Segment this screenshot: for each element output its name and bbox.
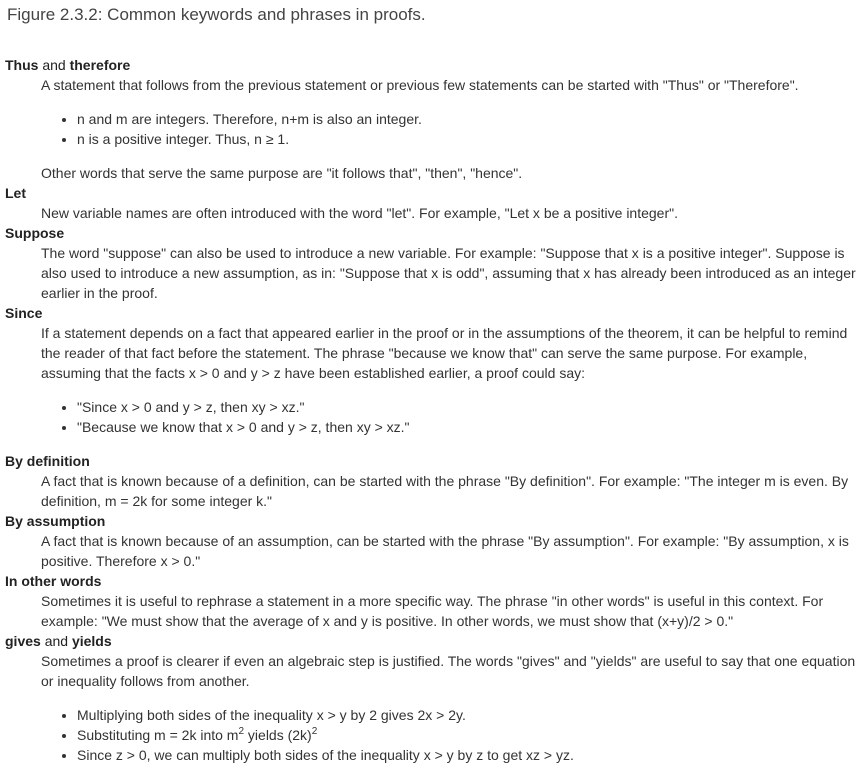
- example-list: [41, 109, 857, 149]
- definition-text: A statement that follows from the previous statement or previous few statements can be started with "Thus" or "Therefore".: [41, 77, 799, 93]
- definition-text: New variable names are often introduced with the word "let". For example, "Let x be a positive integer".: [41, 205, 678, 221]
- example-item: [77, 725, 857, 745]
- term-suppose: Suppose: [5, 225, 65, 241]
- example-item: • n is a positive integer. Thus, n ≥ 1.: [77, 129, 857, 149]
- example-text: Substituting m = 2k into m: [77, 727, 239, 743]
- term-by-definition: By definition: [5, 453, 90, 469]
- example-list: [41, 705, 857, 765]
- term-gives: gives: [5, 633, 41, 649]
- keyword-definition-list: [5, 55, 857, 765]
- definition-followup-text: Other words that serve the same purpose are "it follows that", "then", "hence".: [41, 165, 523, 181]
- example-list: [41, 397, 857, 437]
- example-item: • Multiplying both sides of the inequality x > y by 2 gives 2x > 2y.: [77, 705, 857, 725]
- definition-in-other-words: [41, 591, 857, 631]
- definition-suppose: [41, 243, 857, 303]
- definition-text: Sometimes a proof is clearer if even an algebraic step is justified. The words "gives" and "yields" are useful to say that one equation or inequality follows from another.: [41, 653, 856, 689]
- term-thus-therefore: [5, 55, 857, 75]
- term-by-assumption: By assumption: [5, 513, 106, 529]
- term-therefore: therefore: [69, 57, 131, 73]
- term-and: and: [40, 633, 72, 649]
- definition-since: [41, 323, 857, 437]
- example-text: yields (2k): [244, 727, 312, 743]
- definition-text: Sometimes it is useful to rephrase a statement in a more specific way. The phrase "in other words" is useful in this context. For example: "We must show that the average of x and y is positive. In other words, we must show that (x+y)/2 > 0.": [41, 593, 824, 629]
- definition-by-definition: [41, 471, 857, 511]
- definition-text: If a statement depends on a fact that appeared earlier in the proof or in the assumptions of the theorem, it can be helpful to remind the reader of that fact before the statement. The phrase "because we know that" can serve the same purpose. For example, assuming that the facts x > 0 and y > z have been established earlier, a proof could say:: [41, 325, 848, 381]
- definition-gives-yields: [41, 651, 857, 765]
- definition-text: The word "suppose" can also be used to introduce a new variable. For example: "Suppose that x is a positive integer". Suppose is also used to introduce a new assumption, as in: "Suppose that x is odd", assuming that x has already been introduced as an integer earlier in the proof.: [41, 245, 856, 301]
- superscript: 2: [311, 726, 318, 737]
- definition-text: A fact that is known because of an assumption, can be started with the phrase "By assumption". For example: "By assumption, x is positive. Therefore x > 0.": [41, 533, 849, 569]
- figure-caption: Figure 2.3.2: Common keywords and phrases in proofs.: [7, 5, 426, 24]
- example-item: • "Since x > 0 and y > z, then xy > xz.": [77, 397, 857, 417]
- definition-let: [41, 203, 857, 223]
- keyword-list-container: [5, 55, 857, 779]
- term-gives-yields: [5, 631, 857, 651]
- term-and: and: [38, 57, 70, 73]
- term-yields: yields: [71, 633, 112, 649]
- definition-thus: [41, 75, 857, 183]
- term-in-other-words: In other words: [5, 573, 102, 589]
- term-let: Let: [5, 185, 26, 201]
- example-item: • "Because we know that x > 0 and y > z, then xy > xz.": [77, 417, 857, 437]
- example-item: • Since z > 0, we can multiply both sides of the inequality x > y by z to get xz > yz.: [77, 745, 857, 765]
- superscript: 2: [238, 726, 245, 737]
- definition-by-assumption: [41, 531, 857, 571]
- term-since: Since: [5, 305, 43, 321]
- definition-text: A fact that is known because of a definition, can be started with the phrase "By definition". For example: "The integer m is even. By definition, m = 2k for some integer k.": [41, 473, 849, 509]
- example-item: • n and m are integers. Therefore, n+m is also an integer.: [77, 109, 857, 129]
- term-thus: Thus: [5, 57, 39, 73]
